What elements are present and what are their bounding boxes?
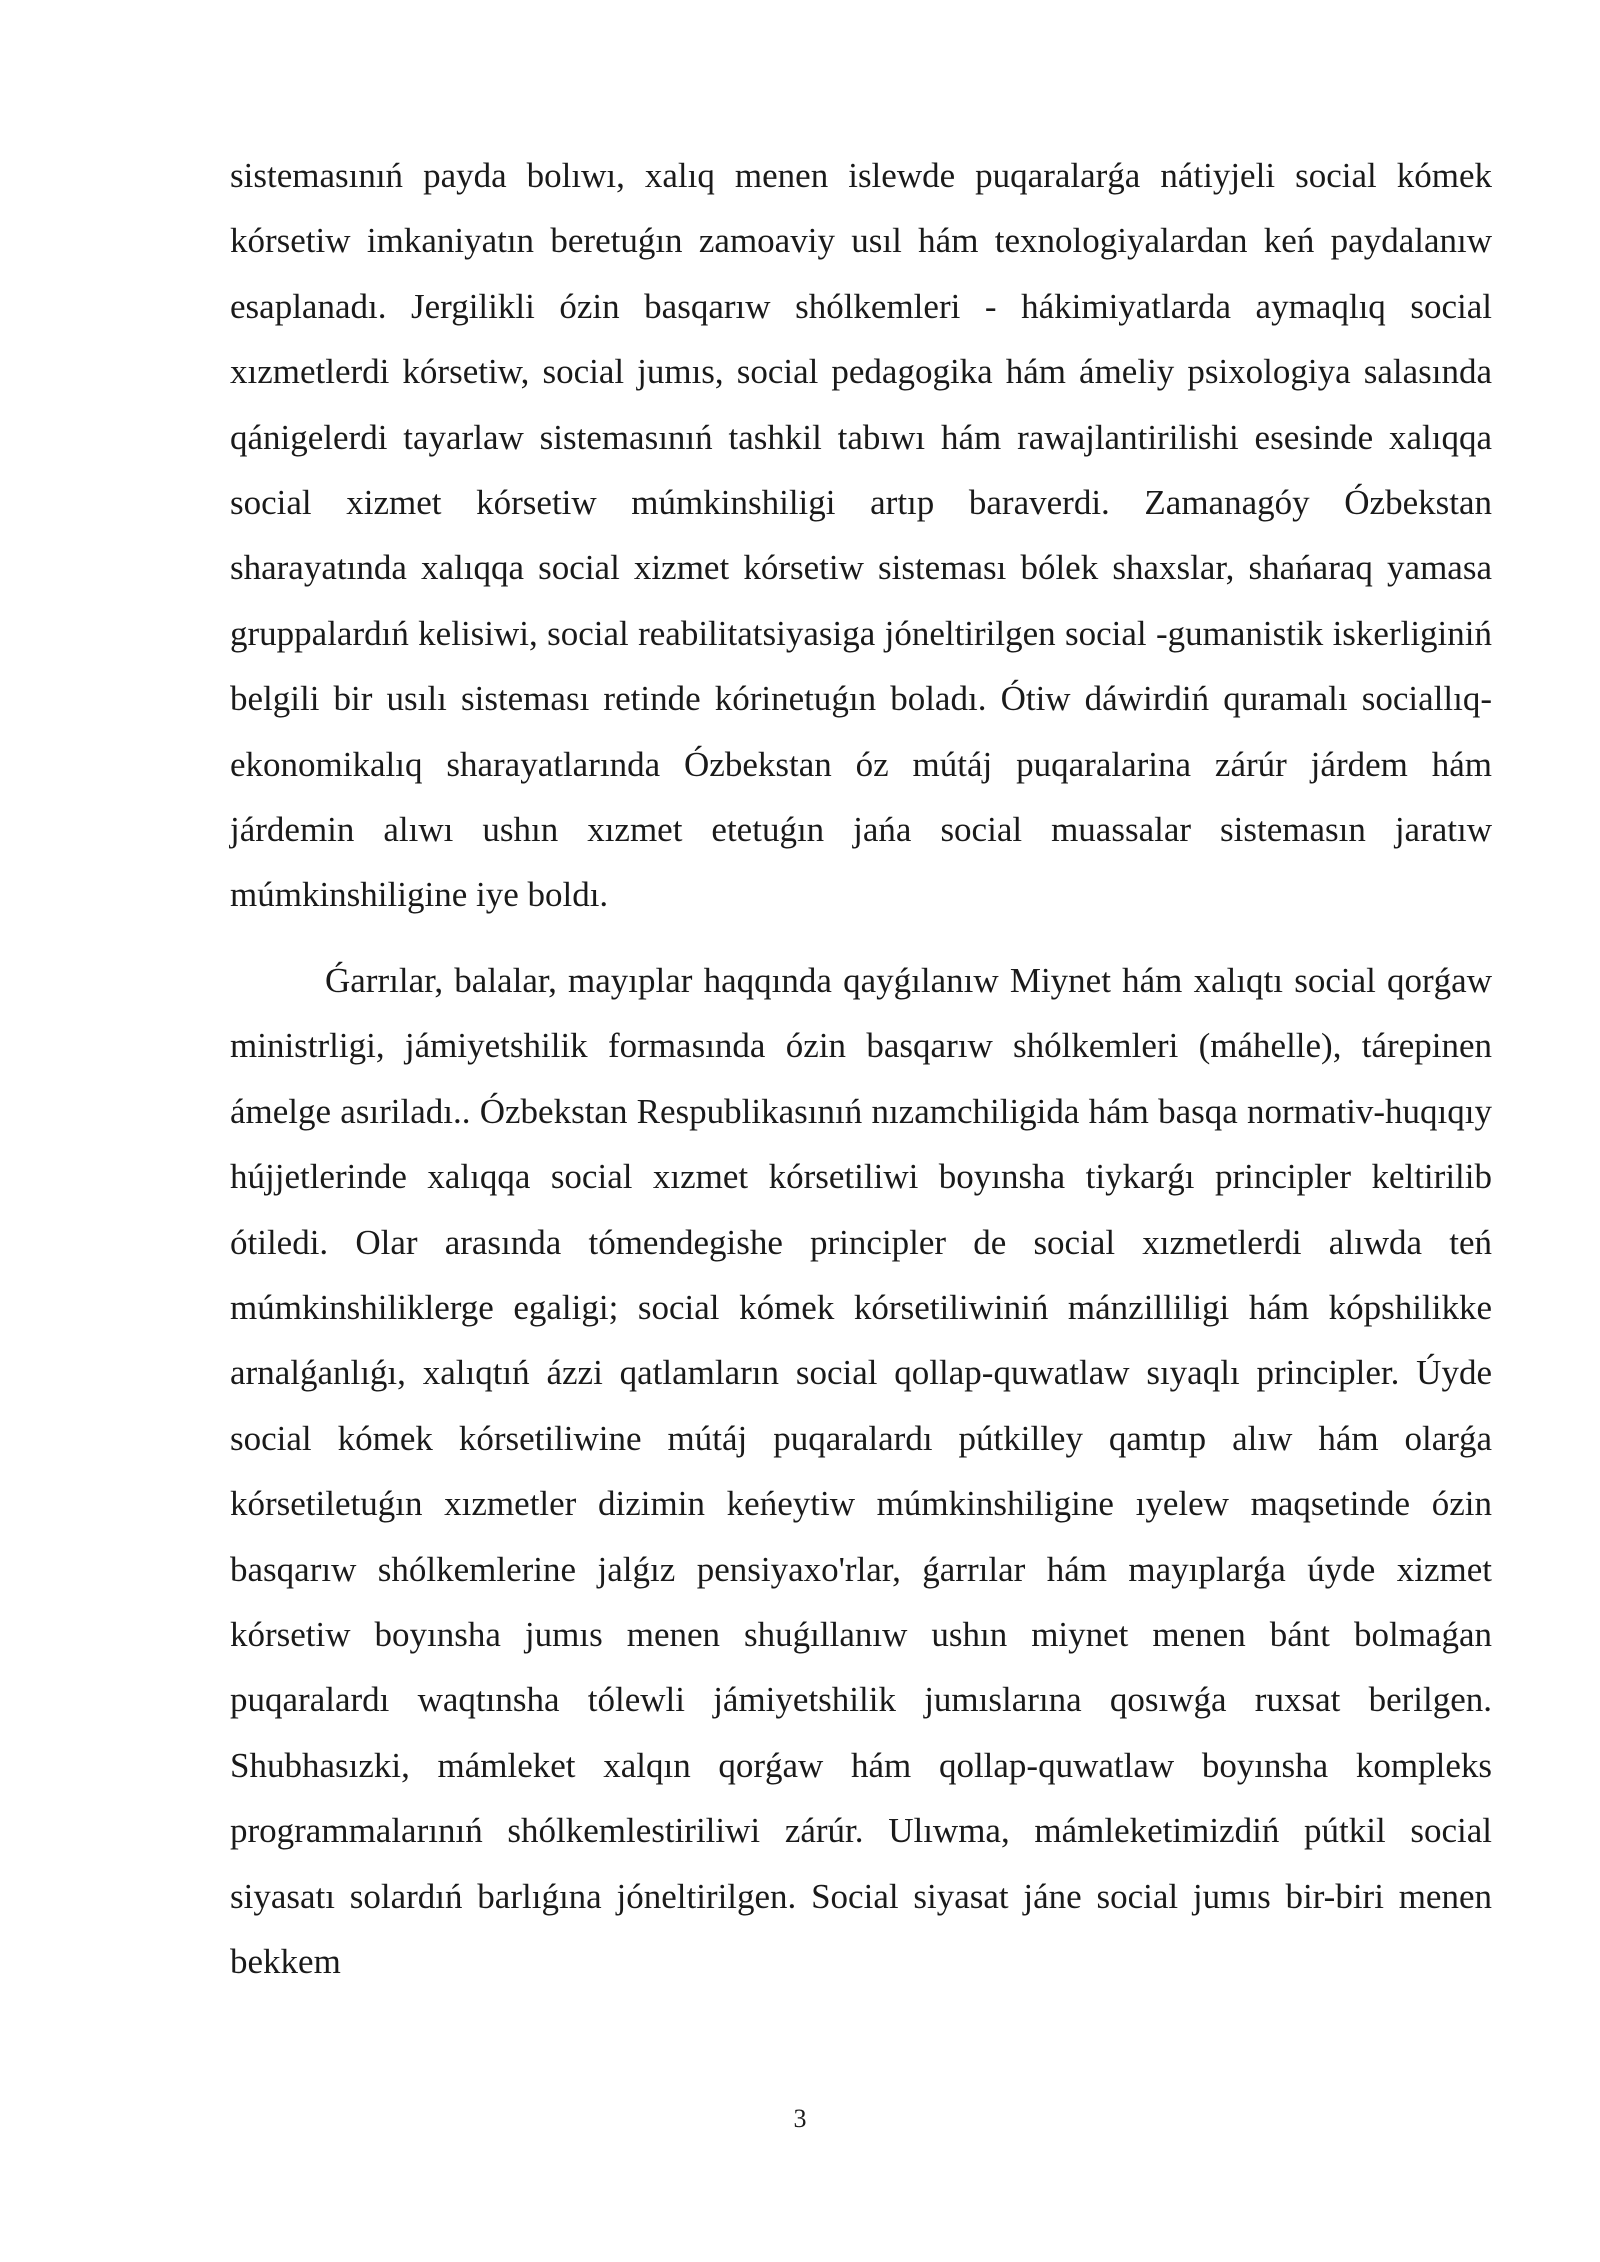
page-number: 3 [793,2104,807,2133]
paragraph-2: Ǵarrılar, balalar, mayıplar haqqında qayǵılanıw Miynet hám xalıqtı social qorǵaw ministrligi, jámiyetshilik formasında ózin basqarıw shólkemleri (máhelle), tárepinen ámelge asıriladı.. Ózbekstan Respublikasınıń nızamchiligida hám basqa normativ-huqıqıy hújjetlerinde xalıqqa social xızmet kórsetiliwi boyınsha tiykarǵı principler keltirilib ótiledi. Olar arasında tómendegishe principler de social xızmetlerdi alıwda teń múmkinshiliklerge egaligi; social kómek kórsetiliwiniń mánzilliligi hám kópshilikke arnalǵanlıǵı, xalıqtıń ázzi qatlamların social qollap-quwatlaw sıyaqlı principler. Úyde social kómek kórsetiliwine mútáj puqaralardı pútkilley qamtıp alıw hám olarǵa kórsetiletuǵın xızmetler dizimin keńeytiw múmkinshiligine ıyelew maqsetinde ózin basqarıw shólkemlerine jalǵız pensiyaxo'rlar, ǵarrılar hám mayıplarǵa úyde xizmet kórsetiw boyınsha jumıs menen shuǵıllanıw ushın miynet menen bánt bolmaǵan puqaralardı waqtınsha tólewli jámiyetshilik jumıslarına qosıwǵa ruxsat berilgen. Shubhasızki, mámleket xalqın qorǵaw hám qollap-quwatlaw boyınsha kompleks programmalarınıń shólkemlestiriliwi zárúr. Ulıwma, mámleketimizdiń pútkil social siyasatı solardıń barlıǵına jóneltirilgen. Social siyasat jáne social jumıs bir-biri menen bekkem [230,960,1492,1981]
document-body [230,143,1492,1994]
paragraph-1: sistemasınıń payda bolıwı, xalıq menen islewde puqaralarǵa nátiyjeli social kómek kórsetiw imkaniyatın beretuǵın zamoaviy usıl hám texnologiyalardan keń paydalanıw esaplanadı. Jergilikli ózin basqarıw shólkemleri - hákimiyatlarda aymaqlıq social xızmetlerdi kórsetiw, social jumıs, social pedagogika hám ámeliy psixologiya salasında qánigelerdi tayarlaw sistemasınıń tashkil tabıwı hám rawajlantirilishi esesinde xalıqqa social xizmet kórsetiw múmkinshiligi artıp baraverdi. Zamanagóy Ózbekstan sharayatında xalıqqa social xizmet kórsetiw sisteması bólek shaxslar, shańaraq yamasa gruppalardıń kelisiwi, social reabilitatsiyasiga jóneltirilgen social -gumanistik iskerliginiń belgili bir usılı sisteması retinde kórinetuǵın boladı. Ótiw dáwirdiń quramalı sociallıq-ekonomikalıq sharayatlarında Ózbekstan óz mútáj puqaralarina zárúr járdem hám járdemin alıwı ushın xızmet etetuǵın jańa social muassalar sistemasın jaratıw múmkinshiligine iye boldı. [230,156,1492,915]
